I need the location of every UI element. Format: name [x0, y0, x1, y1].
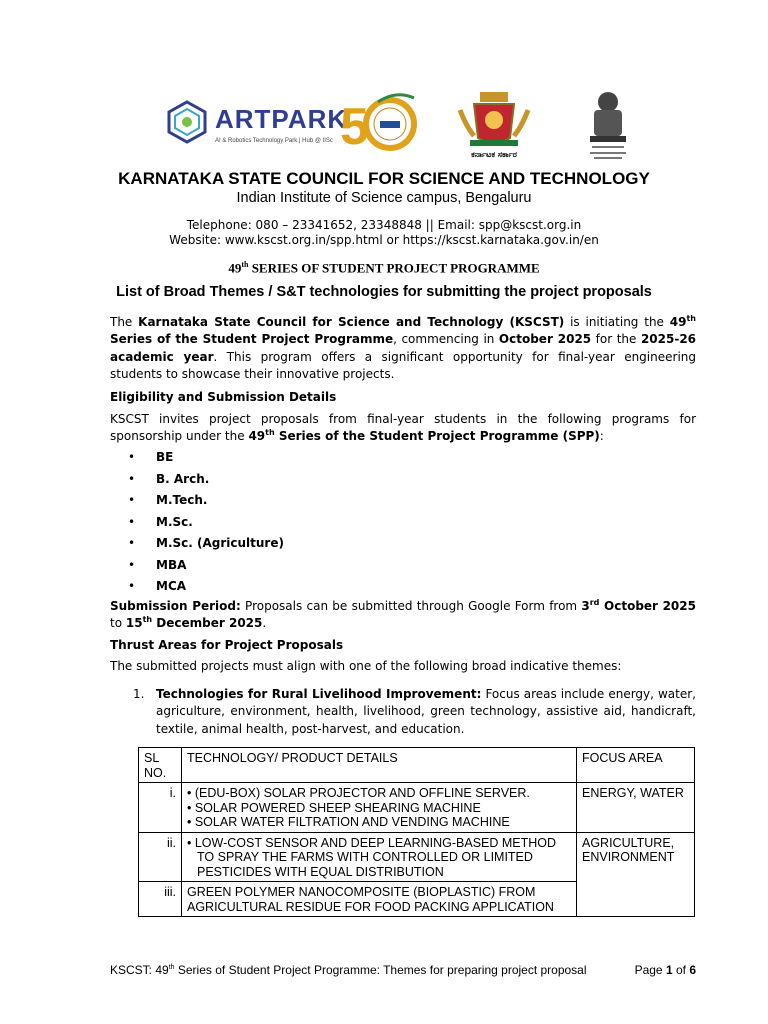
list-item: • BE — [128, 449, 284, 471]
table-row — [139, 783, 695, 833]
list-item: • MCA — [128, 578, 284, 600]
list-item: • MBA — [128, 557, 284, 579]
golden-jubilee-emblem-icon — [338, 88, 420, 164]
col-header-focus: FOCUS AREA — [577, 748, 695, 783]
detail-item: • SOLAR POWERED SHEEP SHEARING MACHINE — [187, 800, 481, 815]
series-number: 49 — [228, 260, 242, 276]
submission-period-paragraph: Submission Period: Proposals can be submitted through Google Form from 3rd October 2025 to 15th December 2025. — [110, 598, 696, 631]
contact-line: Telephone: 080 – 23341652, 23348848 || Email: spp@kscst.org.in — [186, 218, 582, 232]
page-footer — [110, 963, 696, 977]
row-focus: AGRICULTURE, ENVIRONMENT — [577, 832, 695, 917]
col-header-details: TECHNOLOGY/ PRODUCT DETAILS — [182, 748, 577, 783]
row-details — [182, 882, 577, 917]
program-list — [128, 449, 284, 600]
detail-item: • LOW-COST SENSOR AND DEEP LEARNING-BASED METHOD TO SPRAY THE FARMS WITH CONTROLLED OR LIMITED PESTICIDES WITH EQUAL DISTRIBUTION — [187, 835, 557, 879]
intro-paragraph: The Karnataka State Council for Science and Technology (KSCST) is initiating the 49th Series of the Student Project Programme, commencing in October 2025 for the 2025-26 academic year. This program offers a significant opportunity for final-year engineering students to showcase their innovative projects. — [110, 314, 697, 381]
artpark-logo — [165, 96, 348, 156]
svg-text:5: 5 — [340, 98, 369, 156]
artpark-tagline: AI & Robotics Technology Park | Hub @ IISc — [215, 138, 333, 144]
row-sl: iii. — [139, 882, 182, 917]
artpark-hex-icon — [165, 100, 209, 144]
page-number: Page 1 of 6 — [634, 963, 696, 977]
row-sl: i. — [139, 783, 182, 833]
row-sl: ii. — [139, 832, 182, 882]
government-of-india-emblem — [580, 88, 636, 164]
campus-line: Indian Institute of Science campus, Bengaluru — [236, 190, 532, 206]
technology-table — [138, 747, 695, 917]
website-line: Website: www.kscst.org.in/spp.html or https://kscst.karnataka.gov.in/en — [169, 233, 599, 247]
series-heading-text: SERIES OF STUDENT PROJECT PROGRAMME — [248, 260, 540, 276]
karnataka-emblem-icon — [456, 90, 532, 150]
row-details — [182, 832, 577, 882]
eligibility-heading: Eligibility and Submission Details — [110, 390, 337, 404]
artpark-name: ARTPARK — [215, 104, 348, 134]
detail-item: GREEN POLYMER NANOCOMPOSITE (BIOPLASTIC) FROM AGRICULTURAL RESIDUE FOR FOOD PACKING APPLICATION — [187, 885, 554, 914]
detail-item: • SOLAR WATER FILTRATION AND VENDING MACHINE — [187, 815, 510, 829]
thrust-areas-heading: Thrust Areas for Project Proposals — [110, 638, 344, 652]
logo-bar — [160, 88, 640, 164]
invite-paragraph: KSCST invites project proposals from final-year students in the following programs for sponsorship under the 49th Series of the Student Project Programme (SPP): — [110, 412, 696, 444]
col-header-sl: SL NO. — [139, 748, 182, 783]
table-row — [139, 832, 695, 882]
list-item: • B. Arch. — [128, 471, 284, 493]
table-header-row — [139, 748, 695, 783]
footer-title: KSCST: 49th Series of Student Project Programme: Themes for preparing project proposal — [110, 963, 587, 977]
kscst-golden-jubilee-logo — [338, 88, 420, 164]
thrust-intro: The submitted projects must align with one of the following broad indicative themes: — [110, 659, 622, 673]
org-name: KARNATAKA STATE COUNCIL FOR SCIENCE AND TECHNOLOGY — [118, 169, 650, 188]
row-details — [182, 783, 577, 833]
theme-number: 1. — [133, 687, 145, 701]
detail-item: • (EDU-BOX) SOLAR PROJECTOR AND OFFLINE SERVER. — [187, 786, 530, 800]
list-item: • M.Sc. (Agriculture) — [128, 535, 284, 557]
list-item: • M.Sc. — [128, 514, 284, 536]
series-ordinal: th — [241, 260, 249, 269]
series-heading — [0, 260, 768, 276]
list-item: • M.Tech. — [128, 492, 284, 514]
ashoka-emblem-icon — [580, 88, 636, 164]
theme-text: Technologies for Rural Livelihood Improvement: Focus areas include energy, water, agriculture, environment, health, livelihood, green technology, assistive aid, handicraft, textile, animal health, post-harvest, and education. — [156, 687, 696, 736]
govk-caption: ಕರ್ನಾಟಕ ಸರ್ಕಾರ — [471, 150, 517, 159]
row-focus: ENERGY, WATER — [577, 783, 695, 833]
list-title: List of Broad Themes / S&T technologies for submitting the project proposals — [116, 284, 652, 300]
government-of-karnataka-emblem — [456, 90, 532, 164]
